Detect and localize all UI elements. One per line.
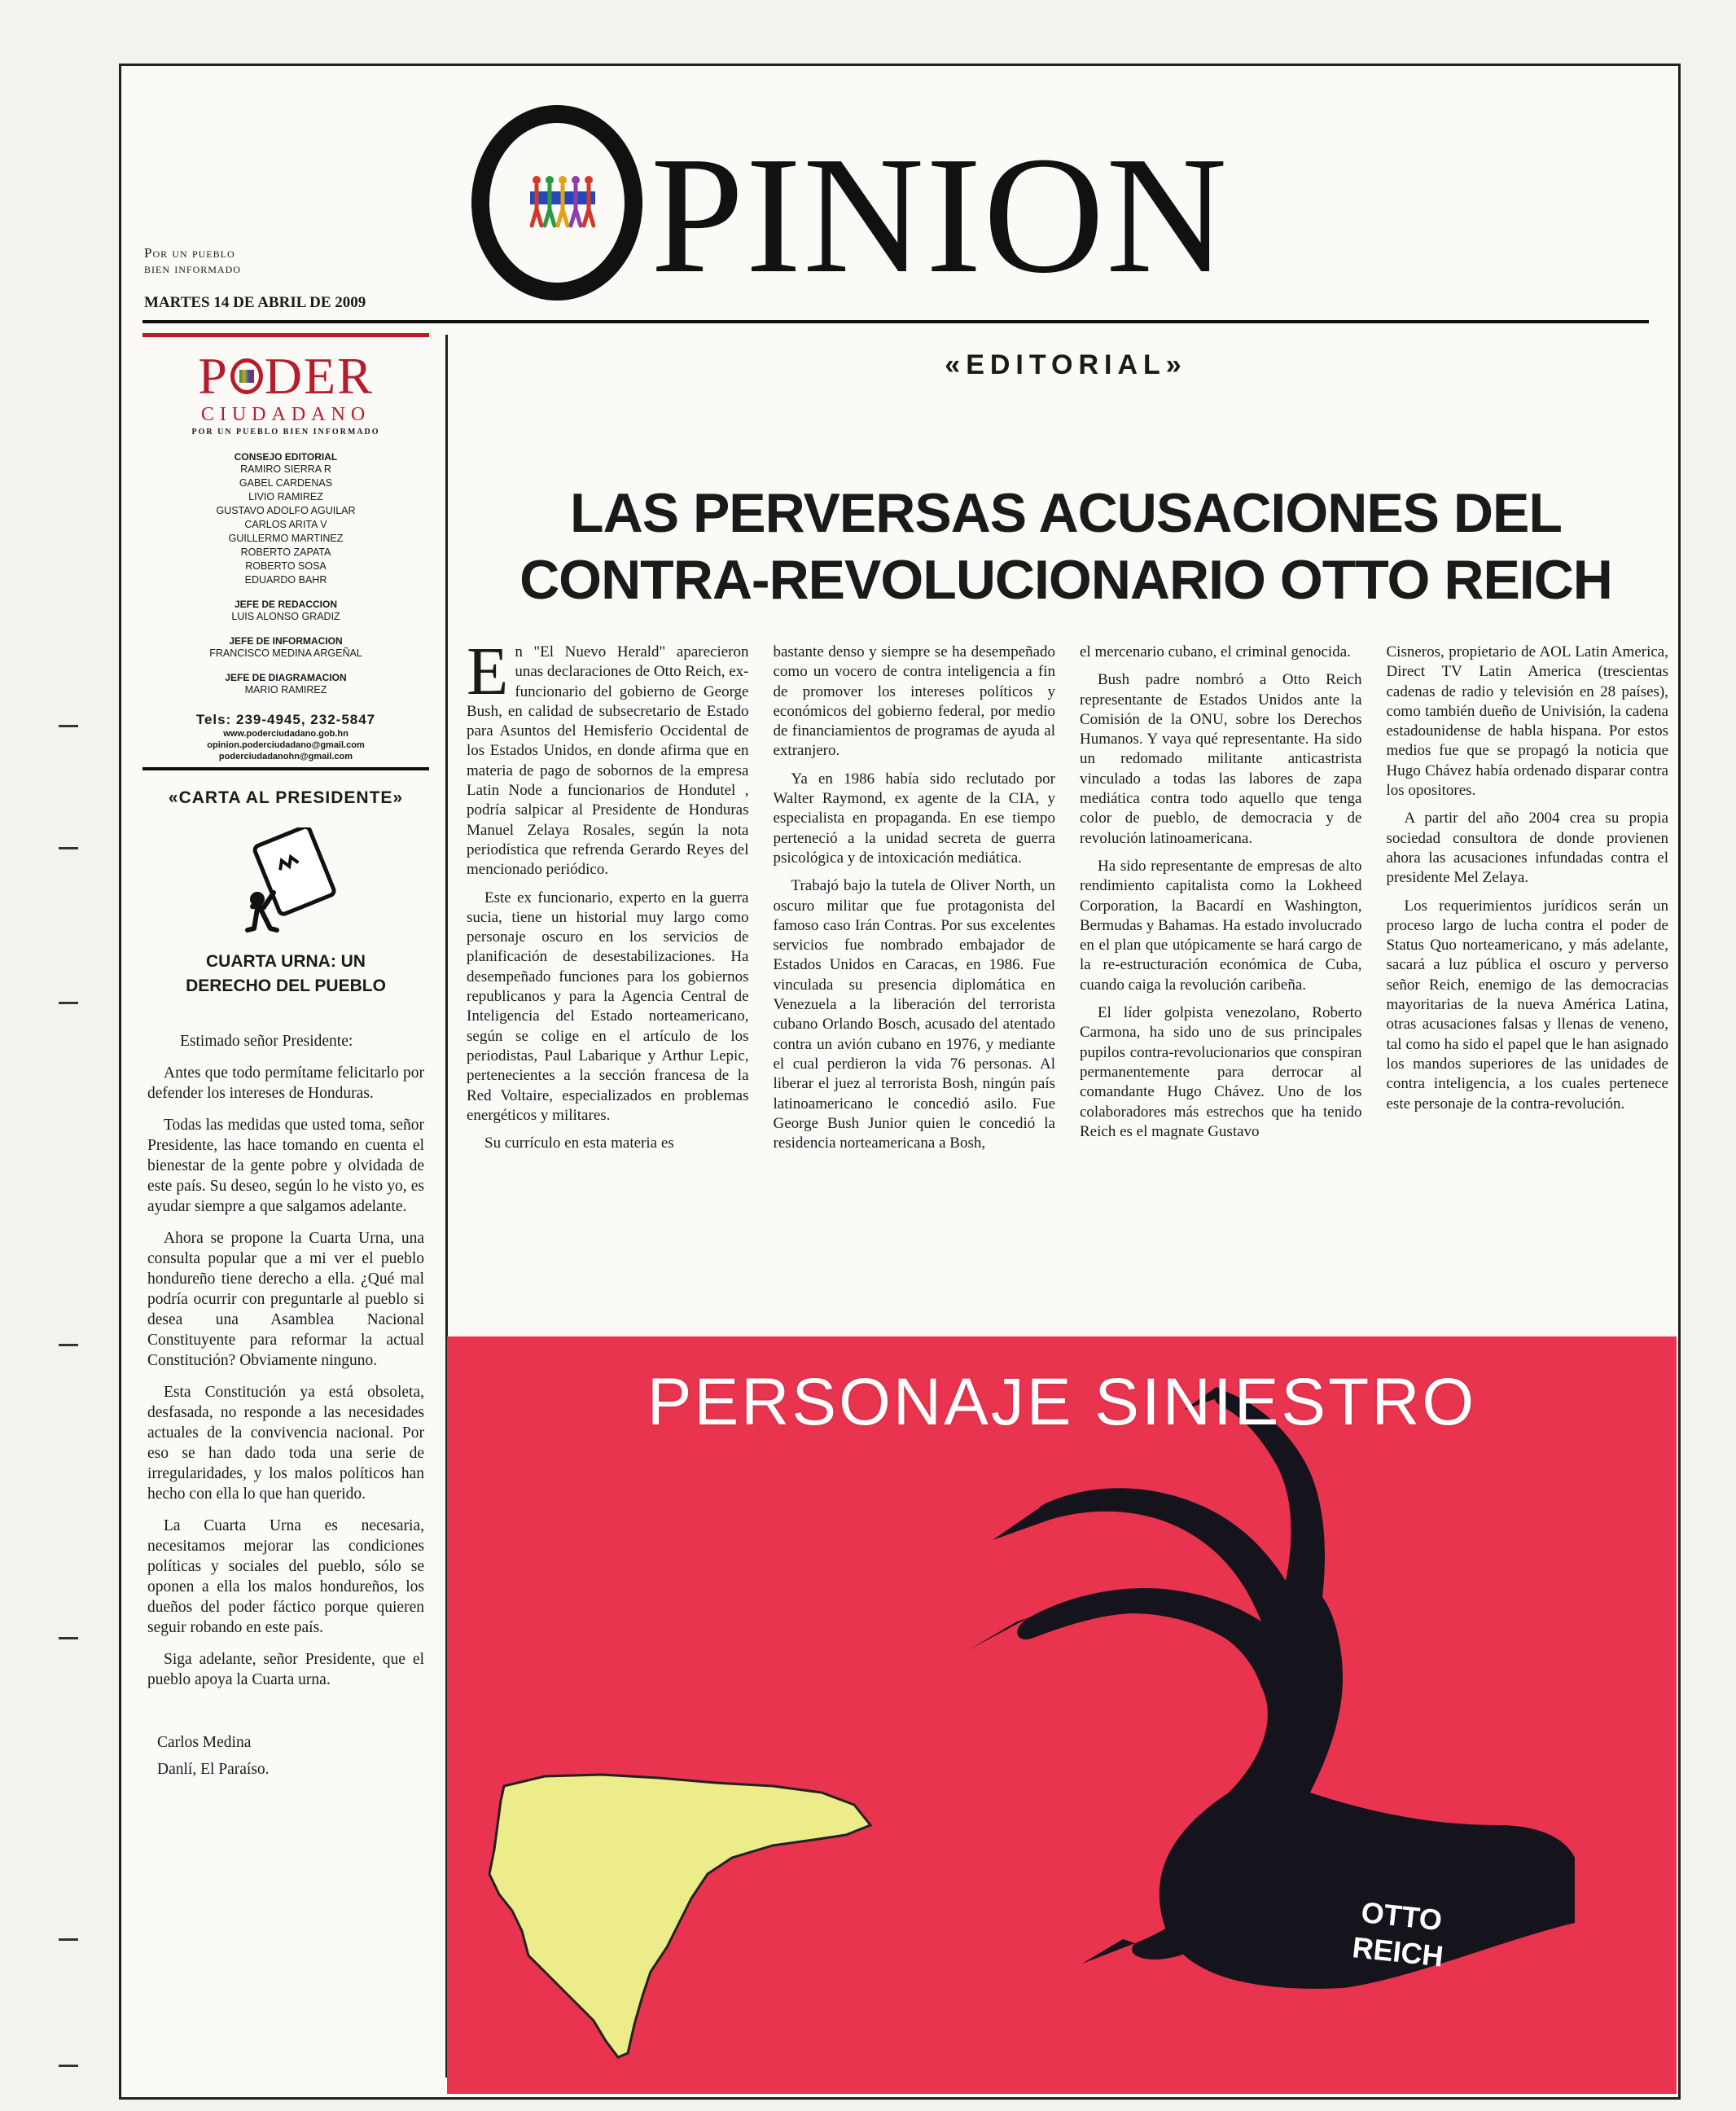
signature-place: Danlí, El Paraíso.	[157, 1761, 270, 1778]
letter-carrier-icon	[225, 827, 347, 933]
article-column	[467, 643, 749, 1320]
letter-greeting: Estimado señor Presidente:	[180, 1033, 353, 1050]
cartoon-claw-label	[1323, 1891, 1476, 1977]
claw-shape	[968, 1387, 1575, 1989]
masthead-title: PINION	[651, 121, 1230, 308]
staff-name: LIVIO RAMIREZ	[248, 491, 323, 503]
sidebar	[142, 333, 429, 1783]
people-figures-icon	[530, 173, 595, 230]
masthead-rule	[142, 320, 1649, 323]
staff-name: EDUARDO BAHR	[244, 574, 327, 586]
tagline-line-1: Por un pueblo	[144, 245, 235, 261]
staff-role: JEFE DE REDACCION	[234, 599, 338, 610]
staff-name: GABEL CARDENAS	[239, 477, 333, 489]
article-paragraph: el mercenario cubano, el criminal genocida.	[1080, 643, 1351, 661]
staff-name: ROBERTO SOSA	[245, 560, 327, 572]
letter-title	[142, 950, 429, 998]
headline-line-2: CONTRA-REVOLUCIONARIO OTTO REICH	[519, 549, 1612, 611]
letter-paragraph: Esta Constitución ya está obsoleta, desfasada, no responde a las necesidades actuales de la convivencia nacional. Por eso se han dado toda una serie de irregularidades, y los malos políticos han hecho con ella lo que han querido.	[147, 1384, 424, 1503]
letter-paragraph: Todas las medidas que usted toma, señor Presidente, las hace tomando en cuenta el bienestar de la gente pobre y olvidada de este país. Su deseo, según lo he visto yo, es ayudar siempre a que salgamos adelante.	[147, 1117, 424, 1215]
claw-label-line-1: OTTO	[1359, 1895, 1444, 1938]
letter-paragraph: Ahora se propone la Cuarta Urna, una consulta popular que a mi ver el pueblo hondureño tiene derecho a ella. ¿Qué mal podría ocurrir con preguntarle al pueblo si desea una Asamblea Nacional Constituyente para reformar la actual Constitución? Obviamente ninguno.	[147, 1230, 424, 1369]
editorial-kicker: «EDITORIAL»	[945, 349, 1187, 380]
email-link[interactable]: opinion.poderciudadano@gmail.com	[207, 740, 365, 750]
letter-title-line-1: CUARTA URNA: UN	[206, 952, 366, 971]
staff-name: GUILLERMO MARTINEZ	[228, 533, 344, 544]
letter-signature	[142, 1729, 429, 1783]
article-paragraph: Trabajó bajo la tutela de Oliver North, un oscuro militar que fue protagonista del famoso caso Irán Contras. Por sus excelentes servicios fue nombrado embajador de Estados Unidos en Caracas, en 1986. Fue vinculada su presencia diplomática en Venezuela a la liberación del terrorista cubano Orlando Bosch, acusado del atentado contra un avión cubano en 1976, y mediante el cual perdieron la vida 76 personas. Al liberar el juez al terrorista Bosh, ningún país latinoamericano le concedió asilo. Fue George Bush Junior quien le concedió la residencia norteamericana a Bosh,	[773, 877, 1055, 1152]
letter-paragraph: Siga adelante, señor Presidente, que el pueblo apoya la Cuarta urna.	[147, 1651, 424, 1688]
cartoon-title: PERSONAJE SINIESTRO	[647, 1365, 1477, 1439]
masthead-tagline	[144, 245, 241, 276]
headline-line-1: LAS PERVERSAS ACUSACIONES DEL	[570, 482, 1562, 544]
article-paragraph: Bush padre nombró a Otto Reich representante de Estados Unidos ante la Comisión de la ONU, sobre los Derechos Humanos. Y vaya qué representante. Ha sido un redomado militante anticastrista vinculado a todas las labores de zapa mediática contra todo aquello que tenga color de pueblo, de democracia y de revolución latinoamericana.	[1080, 671, 1362, 847]
section-title: «CARTA AL PRESIDENTE»	[168, 788, 404, 807]
article-paragraph: Cisneros, propietario de AOL Latin America, Direct TV Latin America (trescientas cadenas de radio y televisión en 28 países), como también dueño de Univisión, la cadena estadounidense de habla hispana. Por estos medios fue que se propagó la noticia que Hugo Chávez había ordenado disparar contra los opositores.	[1386, 643, 1668, 800]
cartoon-illustration	[447, 1336, 1677, 2094]
editorial-cartoon	[447, 1336, 1677, 2094]
staff-role: JEFE DE DIAGRAMACION	[225, 672, 347, 683]
article-paragraph-text: n "El Nuevo Herald" aparecieron unas declaraciones de Otto Reich, ex-funcionario del gobierno de George Bush, en calidad de subsecretario de Estado para Asuntos del Hemisferio Occidental de los Estados Unidos, en donde afirma que en materia de pago de sobornos de la empresa Latin Node a funcionarios de Hondutel , podría salpicar al Presidente de Honduras Manuel Zelaya Rosales, según la nota periodística que refrenda Gerardo Reyes del mencionado periódico.	[467, 643, 749, 879]
staff-role: CONSEJO EDITORIAL	[234, 451, 338, 463]
letter-body	[142, 1031, 429, 1690]
staff-name: ROBERTO ZAPATA	[240, 546, 331, 558]
poder-logo-sub: CIUDADANO	[200, 404, 371, 425]
binder-mark	[59, 1637, 78, 1648]
staff-role: JEFE DE INFORMACION	[229, 635, 343, 647]
staff-box	[142, 451, 429, 697]
article-paragraph: A partir del año 2004 crea su propia sociedad consultora de donde provienen ahora las acusaciones infundadas contra el presidente Mel Zelaya.	[1386, 810, 1668, 887]
poder-logo-wordmark: P DER	[198, 347, 374, 405]
masthead-logo-o	[471, 105, 642, 301]
article-paragraph: Ya en 1986 había sido reclutado por Walter Raymond, ex agente de la CIA, y especialista en propaganda. En ese tiempo perteneció a la unidad secreta de guerra psicológica y de intoxicación mediática.	[773, 770, 1055, 867]
editorial-headline	[455, 480, 1677, 613]
email-link[interactable]: poderciudadanohn@gmail.com	[218, 752, 353, 761]
article-paragraph: Ha sido representante de empresas de alto rendimiento capitalista como la Lokheed Corporation, la Bacardí en Washington, Bermudas y Bahamas. Ha estado involucrado en el plan que utópicamente se hará cargo de la re-estructuración económica de Cuba, cuando caiga la revolución caribeña.	[1080, 857, 1362, 994]
letter-paragraph: Antes que todo permítame felicitarlo por defender los intereses de Honduras.	[147, 1064, 424, 1102]
binder-mark	[59, 1002, 78, 1012]
article-paragraph: El líder golpista venezolano, Roberto Carmona, ha sido uno de sus principales pupilos contra-revolucionarios que conspiran permanentemente para derrocar al comandante Hugo Chávez. Uno de los colaboradores más estrechos que ha tenido Reich es el magnate Gustavo	[1080, 1004, 1362, 1140]
staff-name: LUIS ALONSO GRADIZ	[231, 611, 340, 622]
claw-label-line-2: REICH	[1350, 1930, 1445, 1973]
letter-title-line-2: DERECHO DEL PUEBLO	[186, 977, 386, 995]
poder-logo-slogan: POR UN PUEBLO BIEN INFORMADO	[191, 428, 380, 437]
honduras-map-shape	[489, 1775, 870, 2057]
binder-mark	[59, 2065, 78, 2075]
staff-name: RAMIRO SIERRA R	[240, 463, 331, 475]
newspaper-page	[119, 64, 1681, 2100]
binder-mark	[59, 725, 78, 735]
article-column	[1080, 643, 1362, 1320]
staff-name: FRANCISCO MEDINA ARGEÑAL	[209, 647, 362, 659]
tagline-line-2: bien informado	[144, 261, 241, 276]
website-link[interactable]: www.poderciudadano.gob.hn	[223, 729, 349, 739]
binder-mark	[59, 1938, 78, 1949]
staff-name: GUSTAVO ADOLFO AGUILAR	[216, 505, 356, 516]
article-paragraph: Su currículo en esta materia es	[484, 1134, 674, 1152]
binder-mark	[59, 1344, 78, 1354]
article-column	[1387, 643, 1669, 1320]
article-column	[774, 643, 1056, 1320]
article-paragraph: Los requerimientos jurídicos serán un proceso largo de lucha contra el poder de Status Quo norteamericano, y más adelante, sacará a luz pública el oscuro y perverso señor Reich, enemigo de las democracias mayoritarias de la nueva América Latina, otras acusaciones falsas y llenas de veneno, tal como ha sido el papel que le han asignado los mandos superiores de las unidades de contra inteligencia, a los cuales pertenece este personaje de la contra-revolución.	[1386, 897, 1668, 1113]
contact-box	[142, 712, 429, 762]
signature-name: Carlos Medina	[157, 1734, 252, 1751]
article-paragraph: Este ex funcionario, experto en la guerra sucia, tiene un historial muy largo como personaje oscuro en los servicios de planificación de desestabilizaciones. Ha desempeñado funciones para los gobiernos republicanos y para la Agencia Central de Inteligencia del Estado norteamericano, según se colige en el artículo de los periodistas, Paul Labarique y Arthur Lepic, pertenecientes a la sección francesa de la Red Voltaire, especializados en problemas energéticos y militares.	[467, 889, 749, 1124]
sidebar-rule	[142, 767, 429, 770]
staff-name: CARLOS ARITA V	[244, 519, 327, 530]
editorial-body	[467, 643, 1668, 1320]
letter-paragraph: La Cuarta Urna es necesaria, necesitamos mejorar las condiciones políticas y sociales del pueblo, sólo se oponen a ella los malos hondureños, los dueños del poder fáctico porque quieren seguir robando en este país.	[147, 1517, 424, 1636]
poder-logo-emblem-icon	[230, 358, 263, 394]
phone-numbers: Tels: 239-4945, 232-5847	[195, 712, 376, 727]
article-paragraph: bastante denso y siempre se ha desempeñado como un vocero de contra inteligencia a fin de promover los intereses políticos y económicos del gobierno federal, por medio de financiamientos de programas de ayuda al extranjero.	[773, 643, 1055, 760]
staff-name: MARIO RAMIREZ	[244, 684, 327, 696]
drop-cap: E	[467, 643, 509, 709]
binder-mark	[59, 847, 78, 858]
poder-ciudadano-logo	[142, 347, 429, 437]
issue-date: MARTES 14 DE ABRIL DE 2009	[144, 294, 366, 311]
article-paragraph	[467, 643, 749, 880]
sidebar-top-rule	[142, 333, 429, 337]
